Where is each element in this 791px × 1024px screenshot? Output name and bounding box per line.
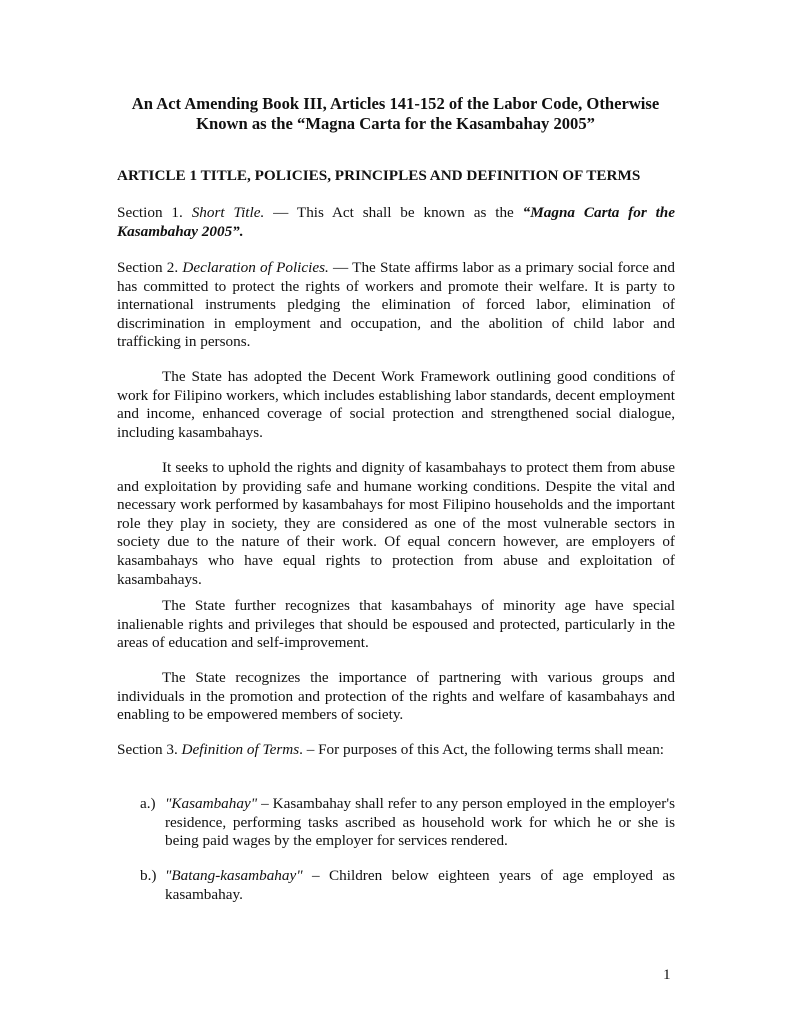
document-title-line-1: An Act Amending Book III, Articles 141-152 of the Labor Code, Otherwise [131, 94, 660, 113]
definition-text: – Kasambahay shall refer to any person employed in the employer's residence, performing tasks ascribed as household work for which he or she is being paid wages by the employer for services rendered. [165, 795, 675, 850]
document-title [100, 94, 691, 134]
section-2-prefix: Section 2. [117, 259, 183, 276]
section-2-paragraph: The State recognizes the importance of partnering with various groups and individuals in the promotion and protection of the rights and welfare of kasambahays and enabling to be empowered members of society. [117, 669, 675, 724]
definition-text: – Children below eighteen years of age employed as kasambahay. [165, 867, 675, 903]
document-title-line-2: Known as the “Magna Carta for the Kasambahay 2005” [196, 114, 595, 133]
section-3-text: . – For purposes of this Act, the following terms shall mean: [299, 741, 665, 758]
list-marker: a.) [140, 795, 156, 812]
section-2 [117, 259, 675, 352]
section-1-text: — This Act shall be known as the [264, 204, 523, 221]
definition-term: "Kasambahay" [165, 795, 258, 812]
definition-term: "Batang-kasambahay" [165, 867, 303, 884]
section-2-text: — The State affirms labor as a primary social force and has committed to protect the rights of workers and promote their welfare. It is party to international instruments pledging the elimination of forced labor, elimination of discrimination in employment and occupation, and the abolition of child labor and trafficking in persons. [117, 259, 675, 351]
section-2-paragraph: The State has adopted the Decent Work Framework outlining good conditions of work for Filipino workers, which includes establishing labor standards, decent employment and income, enhanced coverage of social protection and strengthened social dialogue, including kasambahays. [117, 368, 675, 441]
section-1 [117, 204, 675, 241]
definition-item [117, 795, 675, 851]
list-marker: b.) [140, 867, 157, 884]
section-2-paragraph: It seeks to uphold the rights and dignity of kasambahays to protect them from abuse and exploitation by providing safe and humane working conditions. Despite the vital and necessary work performed by kasambahays for most Filipino households and the important role they play in society, they are considered as one of the most vulnerable sectors in society due to the nature of their work. Of equal concern however, are employers of kasambahays who have equal rights to protection from abuse and exploitation of kasambahays. [117, 459, 675, 588]
definition-body [165, 867, 675, 904]
section-1-act-name: “Magna Carta for the Kasambahay 2005”. [117, 204, 675, 240]
section-3-prefix: Section 3. [117, 741, 182, 758]
page-number: 1 [663, 966, 671, 983]
section-1-prefix: Section 1. [117, 204, 192, 221]
section-2-paragraph: The State further recognizes that kasambahays of minority age have special inalienable rights and privileges that should be espoused and protected, particularly in the areas of education and self-improvement. [117, 597, 675, 652]
section-1-title: Short Title. [191, 204, 265, 221]
article-1-heading: ARTICLE 1 TITLE, POLICIES, PRINCIPLES AND DEFINITION OF TERMS [117, 167, 641, 184]
section-3-title: Definition of Terms [181, 741, 300, 758]
definition-body [165, 795, 675, 851]
definition-item [117, 867, 675, 904]
section-3 [117, 741, 675, 760]
section-2-title: Declaration of Policies. [182, 259, 329, 276]
